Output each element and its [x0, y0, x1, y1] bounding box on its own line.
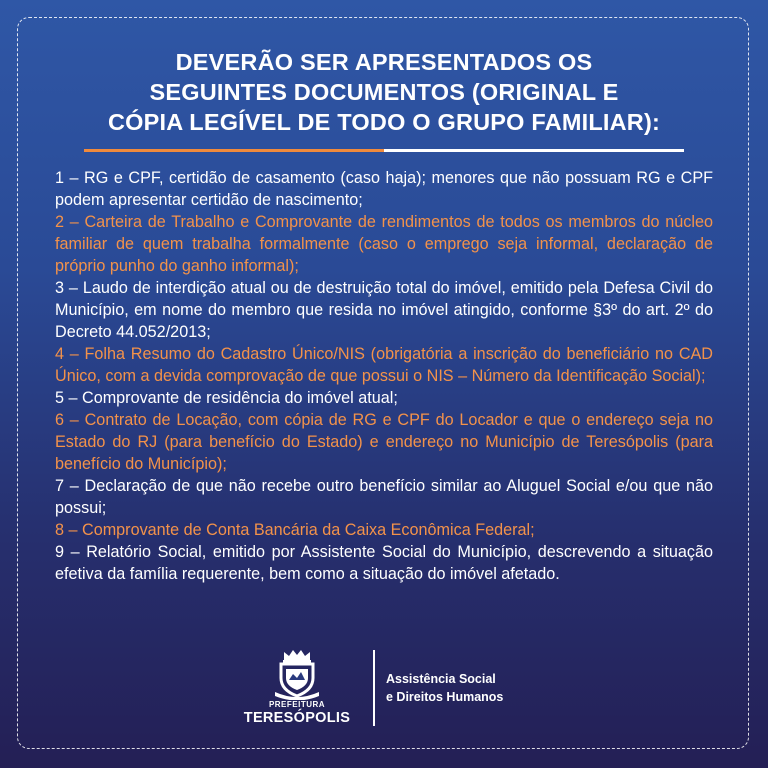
document-item-3: 3 – Laudo de interdição atual ou de destruição total do imóvel, emitido pela Defesa Civil do Município, em nome do membro que resida no imóvel atingido, conforme §3º do art. 2º do Decreto 44.052/2013;	[55, 279, 713, 341]
department-line-1: Assistência Social	[386, 672, 496, 686]
document-item-6: 6 – Contrato de Locação, com cópia de RG e CPF do Locador e que o endereço seja no Estado do RJ (para benefício do Estado) e endereço no Município de Teresópolis (para benefício do Município);	[55, 411, 713, 473]
logo-city-text: TERESÓPOLIS	[243, 710, 351, 726]
footer-separator	[373, 650, 375, 726]
title-line-3: CÓPIA LEGÍVEL DE TODO O GRUPO FAMILIAR):	[107, 109, 660, 135]
divider-orange	[84, 149, 384, 152]
document-item-7: 7 – Declaração de que não recebe outro benefício similar ao Aluguel Social e/ou que não possui;	[55, 477, 713, 517]
divider-white	[384, 149, 684, 152]
page-title	[84, 47, 684, 137]
logo-prefeitura-text: PREFEITURA	[268, 700, 326, 709]
department-line-2: e Direitos Humanos	[386, 690, 504, 704]
coat-of-arms-icon	[272, 648, 322, 700]
title-line-2: SEGUINTES DOCUMENTOS (ORIGINAL E	[149, 79, 619, 105]
department-name	[386, 670, 503, 706]
prefeitura-logo	[238, 648, 356, 730]
title-line-1: DEVERÃO SER APRESENTADOS OS	[175, 49, 593, 75]
document-item-5: 5 – Comprovante de residência do imóvel atual;	[55, 389, 398, 407]
document-item-8: 8 – Comprovante de Conta Bancária da Caixa Econômica Federal;	[55, 521, 535, 539]
document-item-4: 4 – Folha Resumo do Cadastro Único/NIS (obrigatória a inscrição do beneficiário no CAD Único, com a devida comprovação de que possui o NIS – Número da Identificação Social);	[55, 345, 713, 385]
document-item-1: 1 – RG e CPF, certidão de casamento (caso haja); menores que não possuam RG e CPF podem apresentar certidão de nascimento;	[55, 169, 713, 209]
document-item-2: 2 – Carteira de Trabalho e Comprovante de rendimentos de todos os membros do núcleo familiar de quem trabalha formalmente (caso o emprego seja informal, declaração de próprio punho do ganho informal);	[55, 213, 713, 275]
document-list	[55, 167, 713, 585]
document-item-9: 9 – Relatório Social, emitido por Assistente Social do Município, descrevendo a situação efetiva da família requerente, bem como a situação do imóvel afetado.	[55, 543, 713, 583]
